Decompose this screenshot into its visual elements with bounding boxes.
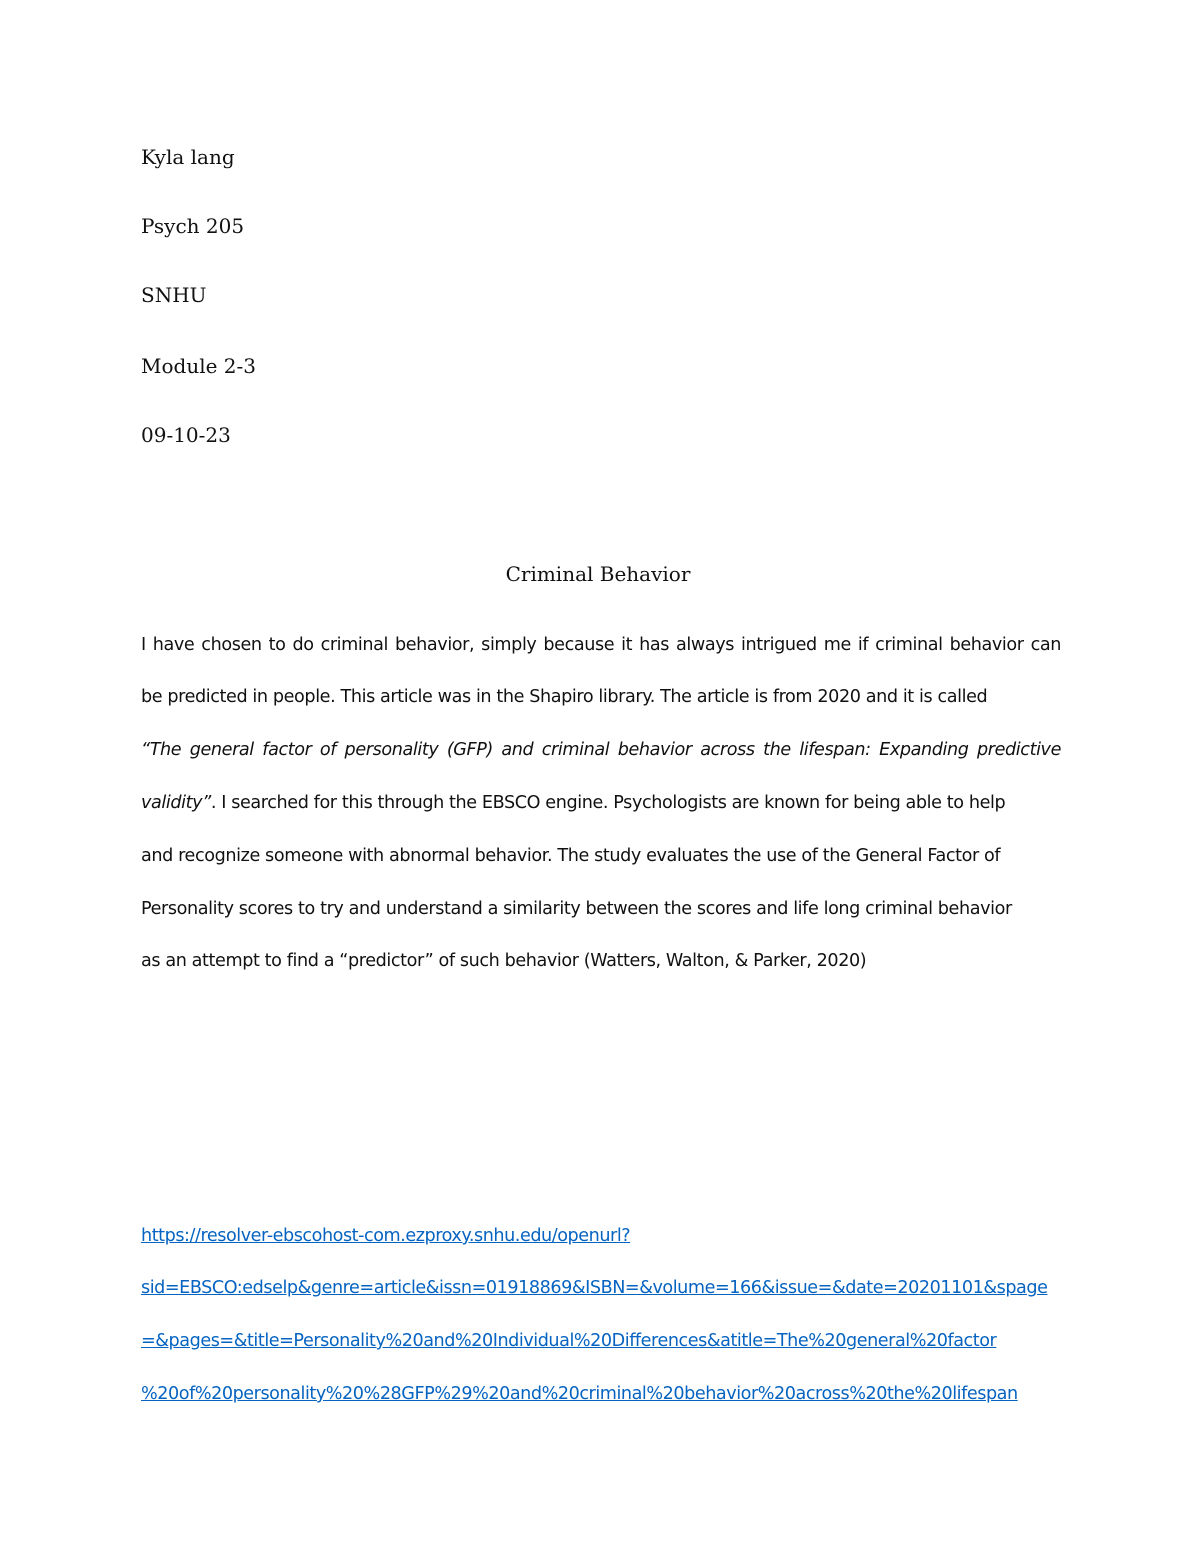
- author-name: Kyla lang: [141, 145, 235, 169]
- body-line-7: as an attempt to find a “predictor” of such behavior (Watters, Walton, & Parker, 2020): [141, 951, 867, 971]
- document-title: Criminal Behavior: [505, 562, 691, 586]
- document-date: 09-10-23: [141, 423, 231, 447]
- article-title-end: validity”: [141, 793, 211, 813]
- body-line-1: I have chosen to do criminal behavior, simply because it has always intrigued me if criminal behavior can: [141, 635, 1061, 655]
- body-line-6: Personality scores to try and understand a similarity between the scores and life long criminal behavior: [141, 899, 1012, 919]
- body-line-4-text: . I searched for this through the EBSCO engine. Psychologists are known for being able to help: [210, 793, 1006, 813]
- body-line-2: be predicted in people. This article was in the Shapiro library. The article is from 2020 and it is called: [141, 687, 988, 707]
- module-name: Module 2-3: [141, 354, 256, 378]
- body-line-4: [141, 791, 1061, 815]
- reference-link-line-3[interactable]: =&pages=&title=Personality%20and%20Individual%20Differences&atitle=The%20general%20factor: [141, 1331, 997, 1351]
- reference-link-line-2[interactable]: sid=EBSCO:edselp&genre=article&issn=01918869&ISBN=&volume=166&issue=&date=20201101&spage: [141, 1278, 1048, 1298]
- body-line-5: and recognize someone with abnormal behavior. The study evaluates the use of the General Factor of: [141, 846, 1001, 866]
- reference-link-line-1[interactable]: https://resolver-ebscohost-com.ezproxy.snhu.edu/openurl?: [141, 1226, 631, 1246]
- school-name: SNHU: [141, 283, 207, 307]
- course-name: Psych 205: [141, 214, 245, 238]
- article-title-line: “The general factor of personality (GFP) and criminal behavior across the lifespan: Expanding predictive: [141, 740, 1061, 760]
- reference-link-line-4[interactable]: %20of%20personality%20%28GFP%29%20and%20criminal%20behavior%20across%20the%20lifespan: [141, 1384, 1018, 1404]
